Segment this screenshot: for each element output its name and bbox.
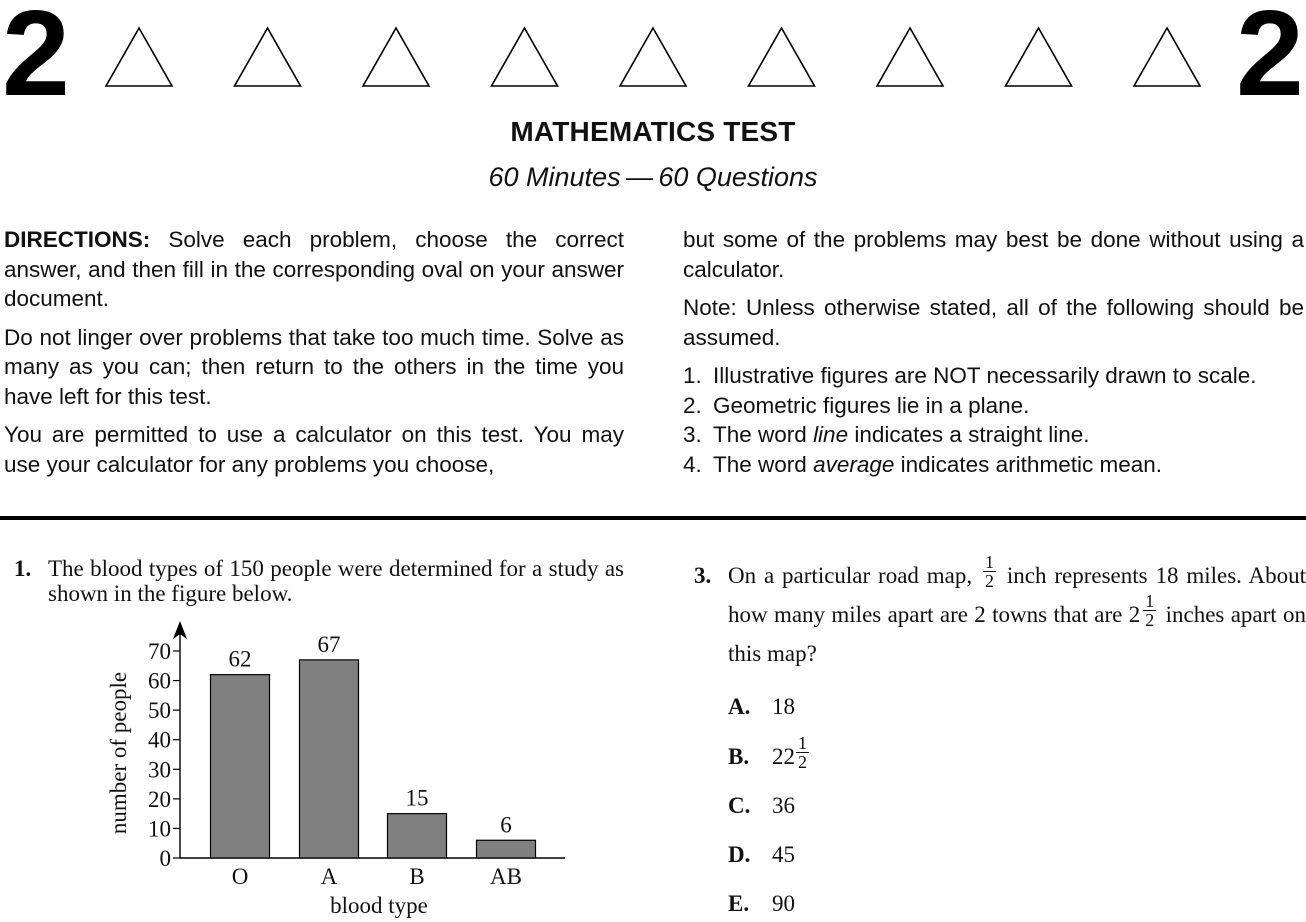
y-tick-label: 70 — [148, 639, 171, 664]
question-3 — [694, 552, 1306, 673]
bar-ab — [477, 840, 536, 858]
triangle-icon — [363, 28, 429, 86]
bar-a — [300, 660, 359, 858]
bar-b — [388, 814, 447, 858]
directions-note: Note: Unless otherwise stated, all of the following should be assumed. — [683, 295, 1304, 350]
directions-paragraph-3a: You are permitted to use a calculator on this test. You may use your calculator for any problems you choose, — [4, 422, 624, 477]
assumption-item: 4. The word average indicates arithmetic mean. — [683, 451, 1162, 477]
triangle-icon — [106, 28, 172, 86]
answer-option-a[interactable]: A. 18 — [728, 694, 795, 719]
assumption-list — [683, 361, 1304, 479]
assumption-item: 3. The word line indicates a straight line. — [683, 422, 1090, 447]
page-subtitle: 60 Minutes — 60 Questions — [488, 162, 818, 192]
data-label: 6 — [500, 812, 512, 838]
assumption-item: 2. Geometric figures lie in a plane. — [683, 392, 1030, 418]
directions-text-1: Solve each problem, choose the correct answer, and then fill in the corresponding oval on your answer document. — [4, 227, 624, 311]
x-axis-label: blood type — [330, 893, 428, 918]
data-label: 62 — [228, 646, 252, 672]
x-tick-label: O — [231, 864, 249, 889]
question-text: On a particular road map, $\frac{1}{2}$ inch represents 18 miles. About how many miles apart are 2 towns that are 2 $\frac{1}{2}$ inches apart on this map? — [728, 552, 1306, 666]
triangle-divider-row — [0, 0, 1306, 110]
y-tick-label: 10 — [148, 816, 171, 842]
section-number-right: 2 — [1236, 0, 1304, 121]
y-tick-label: 60 — [148, 668, 171, 694]
question-number: 1. — [14, 556, 32, 581]
triangle-icon — [877, 28, 943, 86]
directions-right-column — [683, 225, 1304, 479]
answer-option-e[interactable]: E. 90 — [728, 891, 795, 916]
x-tick-label: B — [409, 864, 425, 889]
data-label: 15 — [405, 785, 429, 811]
y-axis-label: number of people — [106, 671, 131, 835]
answer-option-d[interactable]: D. 45 — [728, 842, 795, 867]
page-title: MATHEMATICS TEST — [510, 116, 796, 147]
triangle-icon — [749, 28, 815, 86]
bar-o — [211, 675, 270, 858]
fraction: $\frac{1}{2}$ — [1145, 591, 1155, 631]
x-tick-label: A — [320, 864, 338, 889]
fraction: $\frac{1}{2}$ — [985, 552, 994, 592]
directions-paragraph-1 — [4, 225, 624, 314]
fraction: $\frac{1}{2}$ — [798, 733, 807, 772]
triangle-icon — [1006, 28, 1072, 86]
answer-option-b[interactable]: B. 22 $\frac{1}{2}$ — [728, 733, 807, 772]
directions-paragraph-3b: but some of the problems may best be done without using a calculator. — [683, 227, 1304, 282]
y-tick-label: 50 — [148, 698, 171, 724]
blood-type-bar-chart — [90, 615, 590, 922]
question-1 — [14, 556, 624, 606]
assumption-item: 1. Illustrative figures are NOT necessarily drawn to scale. — [683, 363, 1257, 388]
section-number-left: 2 — [2, 0, 70, 121]
question-number: 3. — [694, 563, 712, 588]
triangle-icon — [235, 28, 301, 86]
answer-option-c[interactable]: C. 36 — [728, 793, 795, 818]
y-tick-label: 40 — [148, 727, 171, 753]
directions-left-column — [4, 225, 624, 488]
data-label: 67 — [317, 631, 341, 657]
triangle-icon — [1134, 28, 1200, 86]
directions-label: DIRECTIONS: — [4, 227, 151, 252]
y-tick-label: 30 — [148, 757, 171, 783]
triangle-icon — [620, 28, 686, 86]
question-text: The blood types of 150 people were determined for a study as shown in the figure below. — [48, 556, 624, 606]
directions-paragraph-2: Do not linger over problems that take too much time. Solve as many as you can; then return to the others in the time you have left for this test. — [4, 324, 624, 409]
triangle-icon — [492, 28, 558, 86]
y-tick-label: 20 — [148, 786, 171, 812]
x-tick-label: AB — [490, 864, 522, 889]
section-divider-rule — [0, 516, 1306, 520]
y-tick-label: 0 — [159, 846, 171, 871]
